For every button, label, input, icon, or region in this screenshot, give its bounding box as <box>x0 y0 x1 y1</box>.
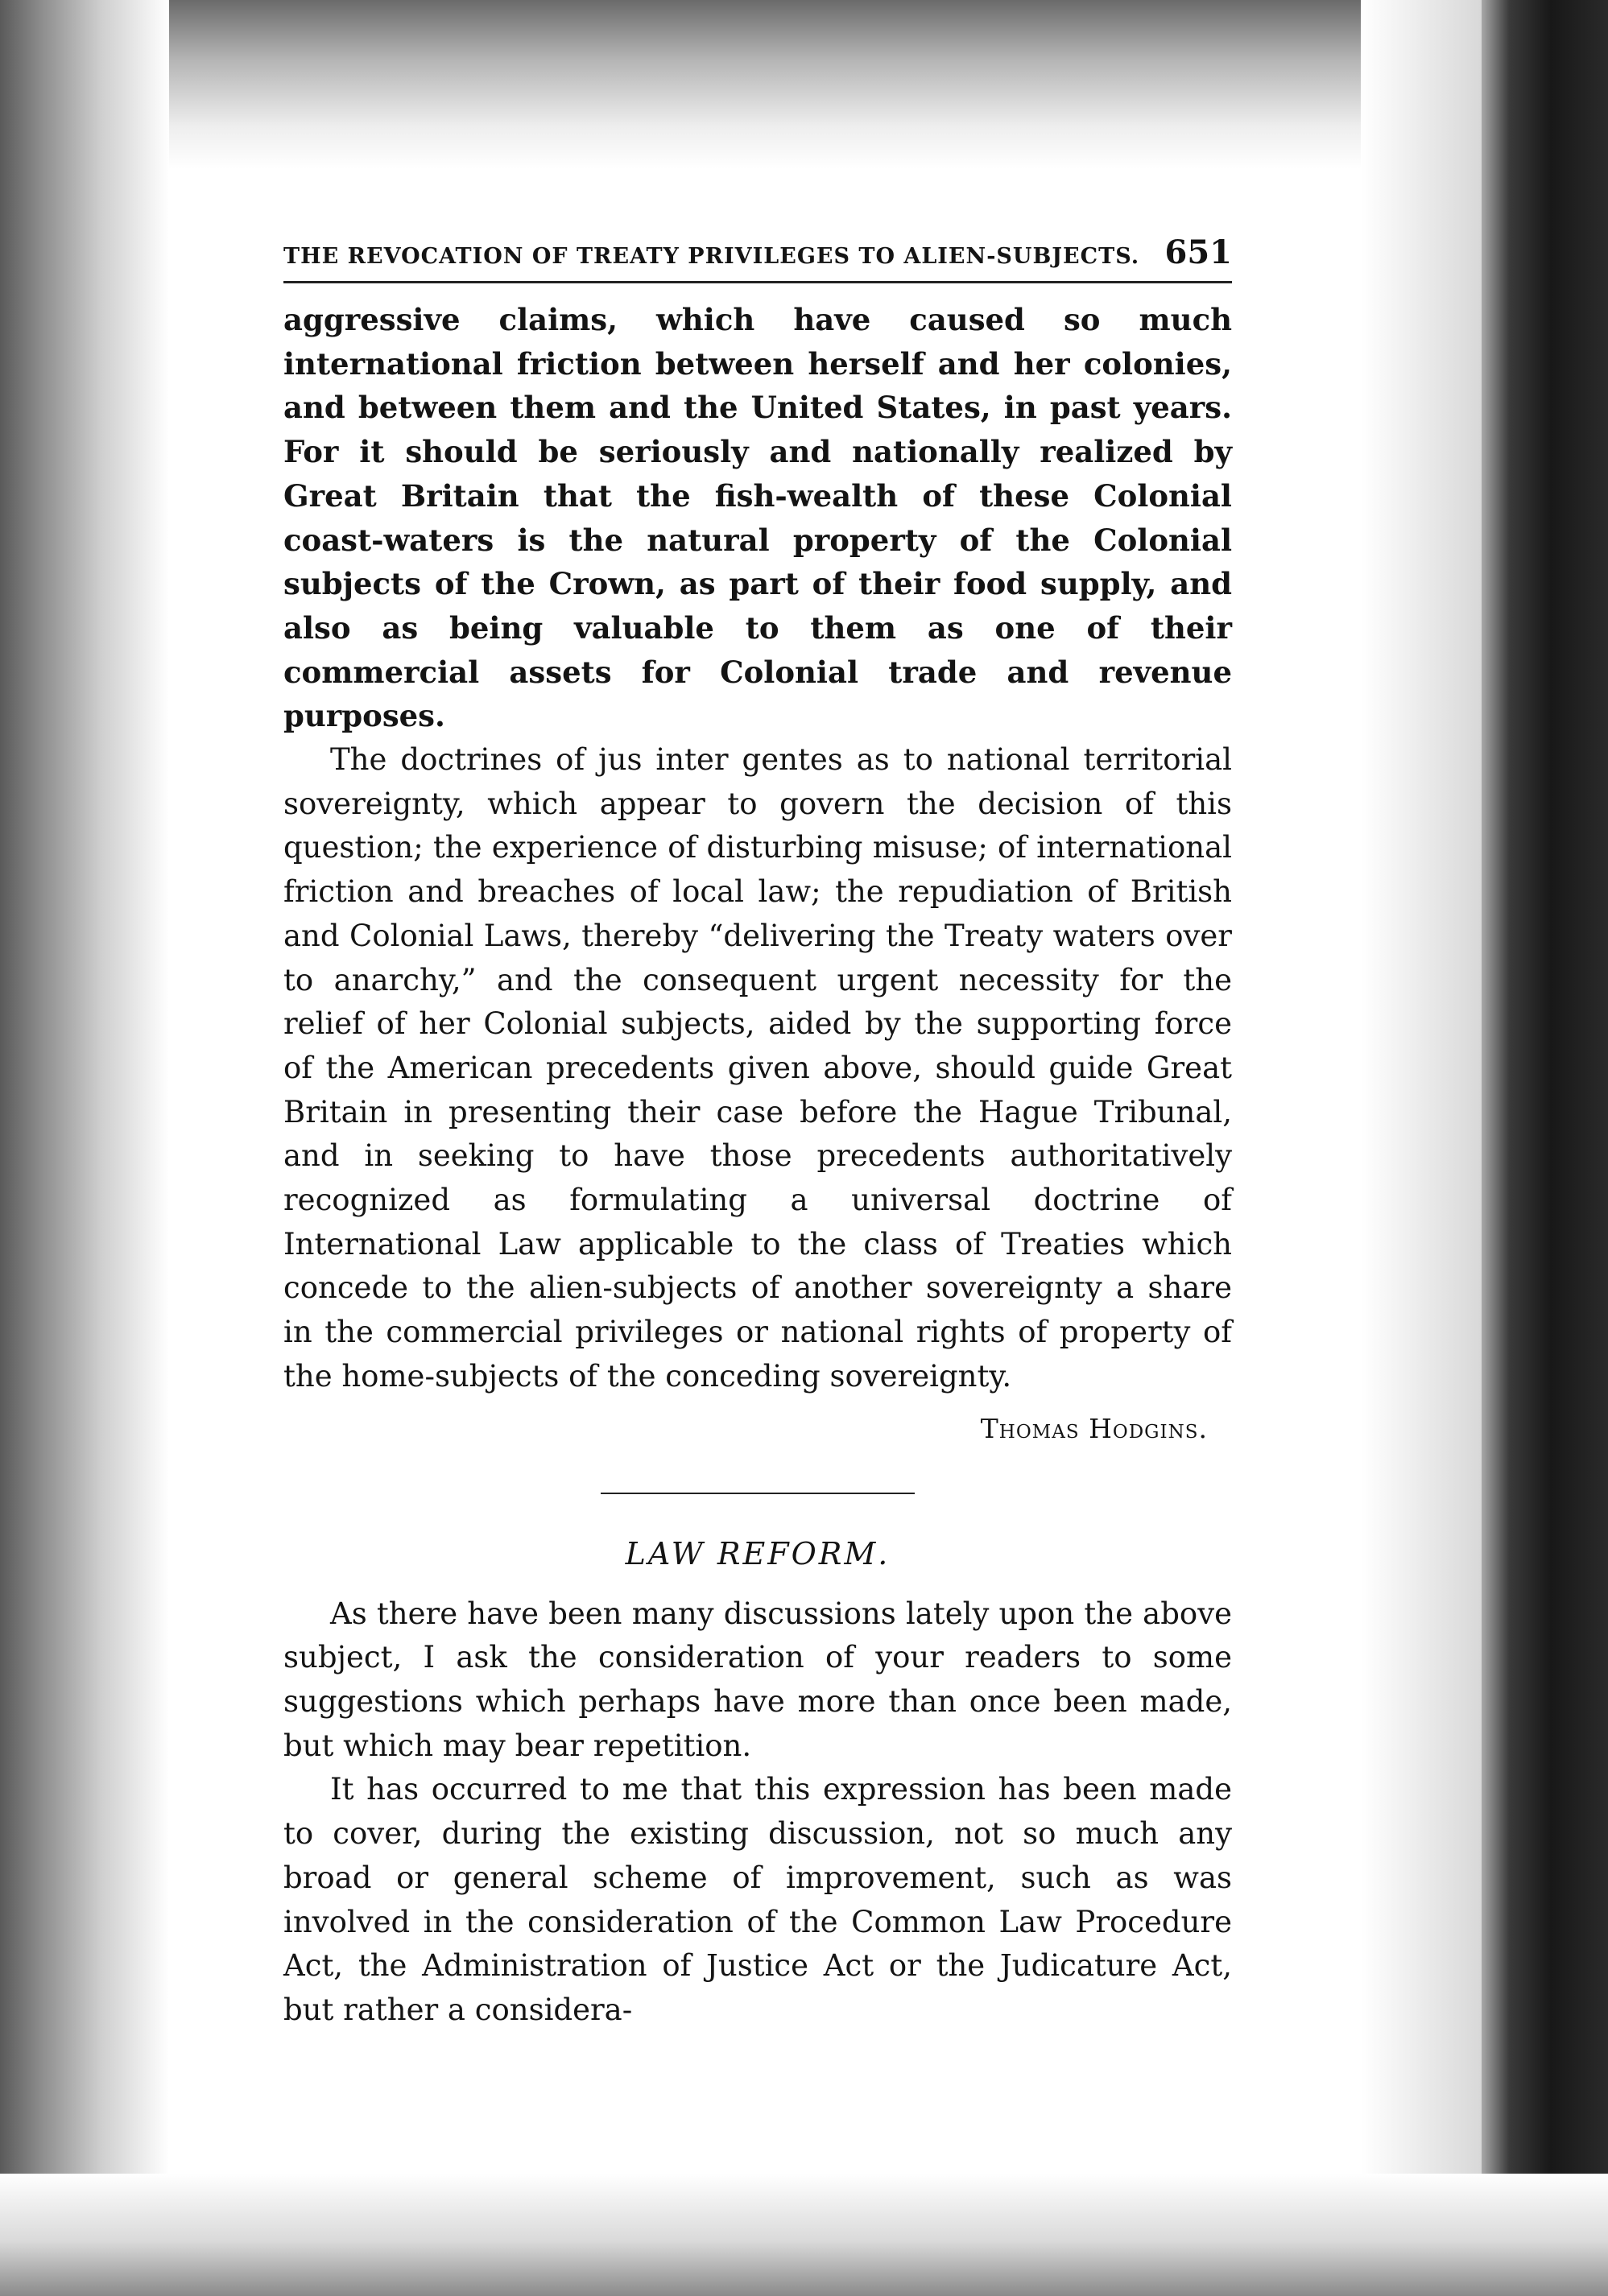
section-divider <box>601 1493 915 1494</box>
page-number: 651 <box>1164 233 1232 271</box>
author-signature: Thomas Hodgins. <box>980 1412 1208 1444</box>
running-head <box>283 233 1232 283</box>
law-reform-paragraph-2: It has occurred to me that this expression has been made to cover, during the existing discussion, not so much any broad or general scheme of improvement, such as was involved in the consideration of the Common Law Procedure Act, the Administration of Justice Act or the Judicature Act, but rather a considera- <box>283 1772 1232 2027</box>
article-body <box>283 298 1232 1399</box>
scan-shadow-left <box>0 0 169 2296</box>
book-page <box>283 233 1232 2033</box>
scan-shadow-bottom <box>0 2174 1608 2296</box>
section-title: LAW REFORM. <box>625 1535 891 1571</box>
law-reform-body <box>283 1592 1232 2033</box>
article-paragraph-1: aggressive claims, which have caused so much international friction between herself and her colonies, and between them and the United States, in past years. For it should be seriously and nationally realized by Great Britain that the fish-wealth of these Colonial coast-waters is the natural property of the Colonial subjects of the Crown, as part of their food supply, and also as being valuable to them as one of their commercial assets for Colonial trade and revenue purposes. <box>283 302 1232 734</box>
law-reform-paragraph-1: As there have been many discussions lately upon the above subject, I ask the consideration of your readers to some suggestions which perhaps have more than once been made, but which may bear repetition. <box>283 1596 1232 1763</box>
article-paragraph-2: The doctrines of jus inter gentes as to national territorial sovereignty, which appear to govern the decision of this question; the experience of disturbing misuse; of international friction and breaches of local law; the repudiation of British and Colonial Laws, thereby “delivering the Treaty waters over to anarchy,” and the consequent urgent necessity for the relief of her Colonial subjects, aided by the supporting force of the American precedents given above, should guide Great Britain in presenting their case before the Hague Tribunal, and in seeking to have those precedents authoritatively recognized as formulating a universal doctrine of International Law applicable to the class of Treaties which concede to the alien-subjects of another sovereignty a share in the commercial privileges or national rights of property of the home-subjects of the conceding sovereignty. <box>283 742 1232 1394</box>
scan-shadow-right-fade <box>1361 0 1482 2296</box>
running-head-title: THE REVOCATION OF TREATY PRIVILEGES TO ALIEN-SUBJECTS. <box>283 244 1140 269</box>
scan-shadow-right <box>1482 0 1608 2296</box>
